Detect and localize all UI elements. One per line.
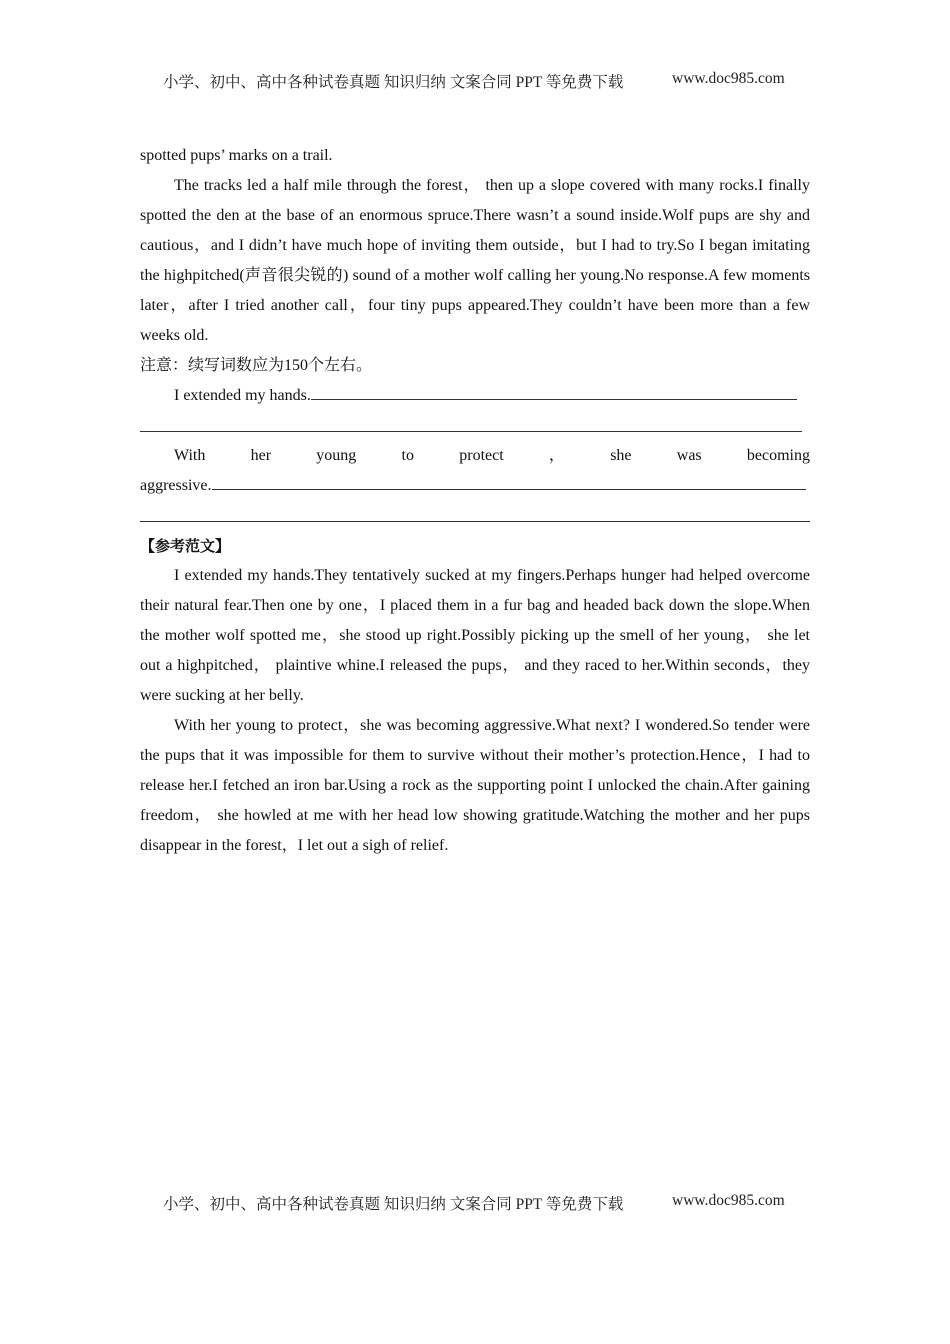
reference-title: 【参考范文】 (140, 537, 231, 555)
word-count-note: 注意：续写词数应为150个左右。 (140, 357, 373, 374)
answer-blank[interactable] (311, 398, 797, 400)
document-body (140, 141, 810, 861)
reference-paragraph: With her young to protect，she was becoming aggressive.What next? I wondered.So tender were the pups that it was impossible for them to survive without their mother’s protection.Hence，I had to release her.I fetched an iron bar.Using a rock as the supporting point I unlocked the chain.After gaining freedom， she howled at me with her head low showing gratitude.Watching the mother and her pups disappear in the forest，I let out a sigh of relief. (140, 717, 811, 854)
prompt-2-end: aggressive. (140, 477, 212, 494)
prompt-line-2b (140, 471, 810, 501)
prompt-line-1 (140, 381, 810, 411)
prompt-2-word: was (676, 447, 702, 464)
answer-rule[interactable] (140, 431, 802, 432)
prompt-2-word: to (401, 447, 414, 464)
prompt-2-word: protect (459, 447, 504, 464)
page-footer-text: 小学、初中、高中各种试卷真题 知识归纳 文案合同 PPT 等免费下载 (163, 1196, 624, 1213)
prompt-2-word: she (610, 447, 632, 464)
page-footer-url[interactable]: www.doc985.com (672, 1192, 785, 1209)
story-line: spotted pups’ marks on a trail. (140, 147, 333, 164)
reference-paragraph: I extended my hands.They tentatively sucked at my fingers.Perhaps hunger had helped overcome their natural fear.Then one by one，I placed them in a fur bag and headed back down the slope.When the mother wolf spotted me，she stood up right.Possibly picking up the smell of her young， she let out a highpitched， plaintive whine.I released the pups， and they raced to her.Within seconds，they were sucking at her belly. (140, 567, 810, 704)
prompt-2-word: young (316, 447, 357, 464)
story-paragraph: The tracks led a half mile through the forest， then up a slope covered with many rocks.I finally spotted the den at the base of an enormous spruce.There wasn’t a sound inside.Wolf pups are shy and cautious，and I didn’t have much hope of inviting them outside，but I had to try.So I began imitating the highpitched(声音很尖锐的) sound of a mother wolf calling her young.No response.A few moments later，after I tried another call，four tiny pups appeared.They couldn’t have been more than a few weeks old. (140, 177, 810, 344)
prompt-2-word: ， (548, 447, 565, 464)
prompt-2-word: With (174, 447, 206, 464)
answer-blank[interactable] (212, 488, 806, 490)
prompt-line-2 (140, 441, 810, 471)
prompt-2-word: her (250, 447, 272, 464)
prompt-1-text: I extended my hands. (174, 387, 311, 404)
prompt-2-word: becoming (746, 447, 810, 464)
page-header-url[interactable]: www.doc985.com (672, 70, 785, 87)
answer-rule-row (140, 501, 810, 531)
page-header-text: 小学、初中、高中各种试卷真题 知识归纳 文案合同 PPT 等免费下载 (163, 74, 624, 91)
answer-rule-row (140, 411, 810, 441)
answer-rule[interactable] (140, 521, 810, 522)
